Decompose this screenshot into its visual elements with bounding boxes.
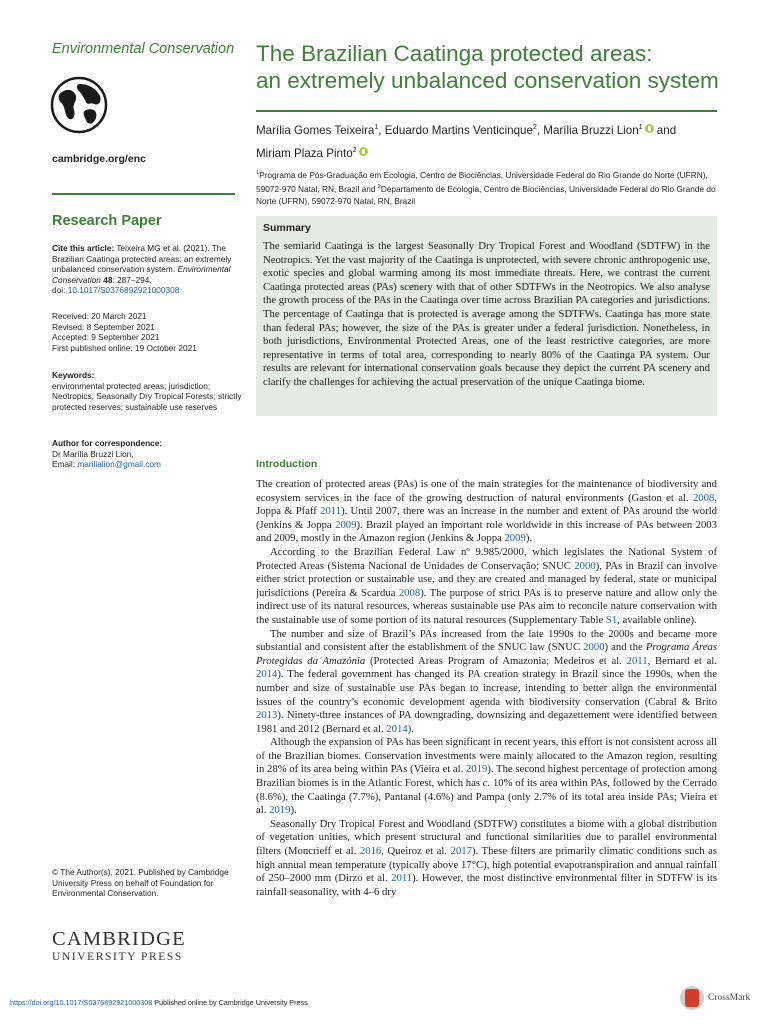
- italic-text: c.: [482, 777, 491, 790]
- text-run: , Joppa & Pfaff: [256, 491, 717, 518]
- reference-link[interactable]: 2008: [692, 491, 715, 504]
- text-run: The creation of protected areas (PAs) is one of the main strategies for the maintenance of biodiversity and ecosystem services in the face of the growing destruction of natural environments (Gaston et al.: [256, 478, 717, 504]
- keywords-text: environmental protected areas; jurisdiction; Neotropics; Seasonally Dry Tropical Forests; strictly protected reserves; sustainable use reserves: [52, 380, 242, 412]
- reference-link[interactable]: 2014: [256, 668, 278, 681]
- reference-link[interactable]: 2011: [626, 654, 648, 667]
- affiliations: [256, 167, 721, 208]
- summary-box: [256, 216, 717, 416]
- cite-label: Cite this article:: [52, 243, 115, 253]
- publisher-logo-line2: UNIVERSITY PRESS: [52, 951, 183, 963]
- reference-link[interactable]: 2017: [450, 845, 472, 858]
- reference-link[interactable]: 2013: [256, 709, 278, 722]
- affil-text: Programa de Pós-Graduação em Ecologia, Centro de Biociências, Universidade Federal do Rio Grande do Norte (UFRN), 59072-970 Natal, RN, Brazil and: [256, 169, 708, 194]
- correspondence-email-link[interactable]: marilialion@gmail.com: [77, 459, 161, 470]
- text-run: ). The purpose of strict PAs is to preserve nature and allow only the indirect use of its natural resources, whereas sustainable use PAs aim to reconcile nature conservation with the sustainable use of some portion of its natural resources (Supplementary Table: [256, 586, 717, 626]
- paragraph: [256, 736, 717, 818]
- footer: [10, 998, 308, 1007]
- orcid-icon[interactable]: [359, 147, 368, 156]
- author-separator: ,: [378, 123, 385, 137]
- title-divider: [256, 110, 717, 112]
- journal-name: Environmental Conservation: [52, 41, 235, 57]
- footer-doi-link[interactable]: https://doi.org/10.1017/S0376892921000308: [10, 998, 153, 1007]
- author-name: Marília Gomes Teixeira: [256, 123, 375, 137]
- cite-pages: : 287–294.: [112, 274, 152, 285]
- summary-heading: Summary: [263, 222, 311, 234]
- text-run: The number and size of Brazil’s PAs increased from the late 1990s to the 2000s and became more substantial and consistent after the establishment of the SNUC law (SNUC: [256, 627, 717, 654]
- author-name: Eduardo Martins Venticinque: [384, 123, 533, 137]
- crossmark-label: CrossMark: [708, 993, 751, 1003]
- cite-volume: 48: [103, 274, 113, 285]
- copyright-notice: © The Author(s), 2021. Published by Cambridge University Press on behalf of Foundation for Environmental Conservation.: [52, 867, 229, 899]
- author-affil-sup: 1: [374, 124, 379, 131]
- reference-link[interactable]: 2011: [391, 872, 413, 885]
- text-run: ).: [290, 804, 297, 817]
- paragraph: [256, 818, 717, 900]
- author-name: Miriam Plaza Pinto: [256, 146, 353, 160]
- introduction-heading: Introduction: [256, 458, 318, 470]
- author-affil-sup: 2: [532, 124, 537, 131]
- text-run: , available online).: [617, 613, 697, 626]
- reference-link[interactable]: 2000: [583, 641, 605, 654]
- affil-text: Departamento de Ecologia, Centro de Biociências, Universidade Federal do Rio Grande do Norte (UFRN), 59072-970 Natal, RN, Brazil: [256, 183, 716, 207]
- article-type: Research Paper: [52, 213, 162, 229]
- reference-link[interactable]: 2008: [398, 586, 421, 599]
- text-run: ). Until 2007, there was an increase in the number and extent of PAs around the world (Jenkins & Joppa: [256, 505, 717, 531]
- summary-text: The semiarid Caatinga is the largest Seasonally Dry Tropical Forest and Woodland (SDTFW) in the Neotropics. Yet the vast majority of the Caatinga is unprotected, with severe chronic anthropogenic use, exotic species and global warming among its most immediate threats. Here, we contrast the current Caatinga protected areas (PAs) scenery with that of other SDTFWs in the Neotropics. We also analyse the growth process of the PAs in the Caatinga over time across Brazilian PA categories and jurisdictions. The percentage of Caatinga that is protected is average among the SDTFWs. Caatinga has more state than federal PAs; however, the size of the PAs is greater under a federal jurisdiction. Nonetheless, in both jurisdictions, Environmental Protected Areas, one of the least restrictive categories, are more representative in terms of total area, corresponding to nearly 80% of the Caatinga PA system. Our results are relevant for international conservation goals because they depict the current PA scenery and clarify the challenges for achieving the actual preservation of the unique Caatinga biome.: [263, 240, 710, 388]
- affil-sup: 1: [256, 170, 260, 176]
- date-published: First published online: 19 October 2021: [52, 342, 197, 353]
- italic-text: Programa Áreas Protegidas da Amazônia: [256, 641, 717, 667]
- reference-link[interactable]: 2009: [504, 532, 526, 545]
- text-run: 10% of its area within PAs, followed by the Cerrado (8.6%), the Caatinga (7.7%), Pantanal (4.6%) and Pampa (only 2.7% of its total area inside PAs; Vieira et al.: [256, 777, 717, 817]
- crossmark-button[interactable]: [680, 986, 750, 1010]
- affil-sup: 2: [377, 184, 381, 191]
- text-run: , Bernard et al.: [647, 654, 717, 667]
- correspondence-label: Author for correspondence:: [52, 438, 163, 448]
- author-affil-sup: 2: [352, 146, 357, 154]
- cite-doi-label: doi:: [52, 285, 66, 296]
- author-list: [256, 118, 726, 164]
- date-received: Received: 20 March 2021: [52, 311, 147, 321]
- text-run: ). Brazil played an important role worldwide in this increase of PAs between 2003 and 2009, mostly in the Amazon region (Jenkins & Joppa: [256, 518, 717, 545]
- paragraph: [256, 546, 717, 628]
- reference-link[interactable]: 2011: [320, 505, 342, 518]
- text-run: ). The federal government has changed its PA creation strategy in Brazil since the 1990s, when the number and size of sustainable use PAs began to increase, intending to better align the environmental issues of the country’s economic development agenda with biodiversity conservation (Cabral & Brito: [256, 668, 717, 708]
- author-affil-sup: 1: [638, 124, 643, 131]
- text-run: ).: [407, 722, 414, 735]
- date-accepted: Accepted: 9 September 2021: [52, 332, 160, 343]
- author-separator: ,: [536, 123, 544, 137]
- text-run: ) and the: [604, 641, 646, 654]
- paragraph: [256, 628, 717, 737]
- reference-link[interactable]: 2014: [386, 722, 408, 735]
- correspondence-block: [52, 438, 242, 470]
- text-run: ).: [525, 532, 533, 545]
- reference-link[interactable]: 2016: [359, 845, 382, 858]
- cite-doi-link[interactable]: 10.1017/S0376892921000308: [67, 285, 180, 296]
- text-run: Although the expansion of PAs has been significant in recent years, this effort is not consistent across all of the Brazilian biomes. Conservation investments were mainly allocated to the Amazon region, resulting in 28% of its area being within PAs (Vieira et al.: [256, 736, 717, 776]
- footer-published: Published online by Cambridge University Press: [152, 998, 308, 1007]
- divider: [52, 193, 235, 195]
- reference-link[interactable]: 2019: [269, 804, 291, 817]
- orcid-icon[interactable]: [645, 124, 654, 133]
- body-text: [256, 478, 717, 966]
- correspondence-email-label: Email:: [52, 459, 76, 470]
- date-revised: Revised: 8 September 2021: [52, 321, 155, 332]
- title-line2: an extremely unbalanced conservation system: [256, 68, 719, 93]
- publisher-logo: [52, 928, 186, 964]
- citation-block: [52, 243, 242, 296]
- paragraph: [256, 478, 717, 546]
- reference-link[interactable]: 2000: [574, 559, 596, 572]
- text-run: , Queiroz et al.: [381, 845, 451, 858]
- text-run: ). The second highest percentage of protection among Brazilian biomes is in the Atlantic Forest, which has: [256, 763, 717, 790]
- author-name: Marília Bruzzi Lion: [543, 123, 639, 137]
- text-run: ), PAs in Brazil can involve either strict protection or sustainable use, and they are created and managed by federal, state or municipal jurisdictions (Pereira & Scardua: [256, 559, 717, 599]
- reference-link[interactable]: 2019: [465, 763, 488, 776]
- keywords-block: [52, 370, 242, 412]
- cite-journal: Environmental Conservation: [52, 264, 231, 285]
- reference-link[interactable]: S1: [605, 613, 618, 626]
- author-separator: and: [653, 123, 677, 137]
- crossmark-icon: [680, 986, 704, 1010]
- text-run: (Protected Areas Program of Amazonia; Medeiros et al.: [365, 654, 627, 667]
- keywords-label: Keywords:: [52, 370, 95, 380]
- correspondence-name: Dr Marília Bruzzi Lion,: [52, 448, 134, 459]
- reference-link[interactable]: 2009: [335, 518, 357, 531]
- journal-site: cambridge.org/enc: [52, 153, 146, 165]
- text-run: ). These filters are primarily climatic conditions such as high annual mean temperature (typically above 17°C), high potential evapotranspiration and annual rainfall of 250–2000 mm (Dirzo et al.: [256, 845, 717, 885]
- publisher-logo-line1: CAMBRIDGE: [52, 928, 186, 950]
- text-run: ). Ninety-three instances of PA downgrading, downsizing and degazettement were identified between 1981 and 2012 (Bernard et al.: [256, 709, 717, 735]
- title-line1: The Brazilian Caatinga protected areas:: [256, 41, 653, 66]
- text-run: ). However, the most distinctive environmental filter in SDTFW is its rainfall seasonality, with 4–6 dry: [256, 872, 717, 898]
- article-title: [256, 40, 726, 94]
- history-dates: [52, 311, 242, 353]
- text-run: Seasonally Dry Tropical Forest and Woodland (SDTFW) constitutes a biome with a global distribution of vegetation unities, which present structural and functional similarities due to parallel environmental filters (Moncrieff et al.: [256, 817, 717, 858]
- cite-text: Teixeira MG et al. (2021). The Brazilian Caatinga protected areas: an extremely unbalanced conservation system.: [52, 243, 232, 275]
- globe-icon: [50, 76, 108, 134]
- text-run: According to the Brazilian Federal Law nº 9.985/2000, which legislates the National System of Protected Areas (Sistema Nacional de Unidades de Conservação; SNUC: [256, 545, 717, 572]
